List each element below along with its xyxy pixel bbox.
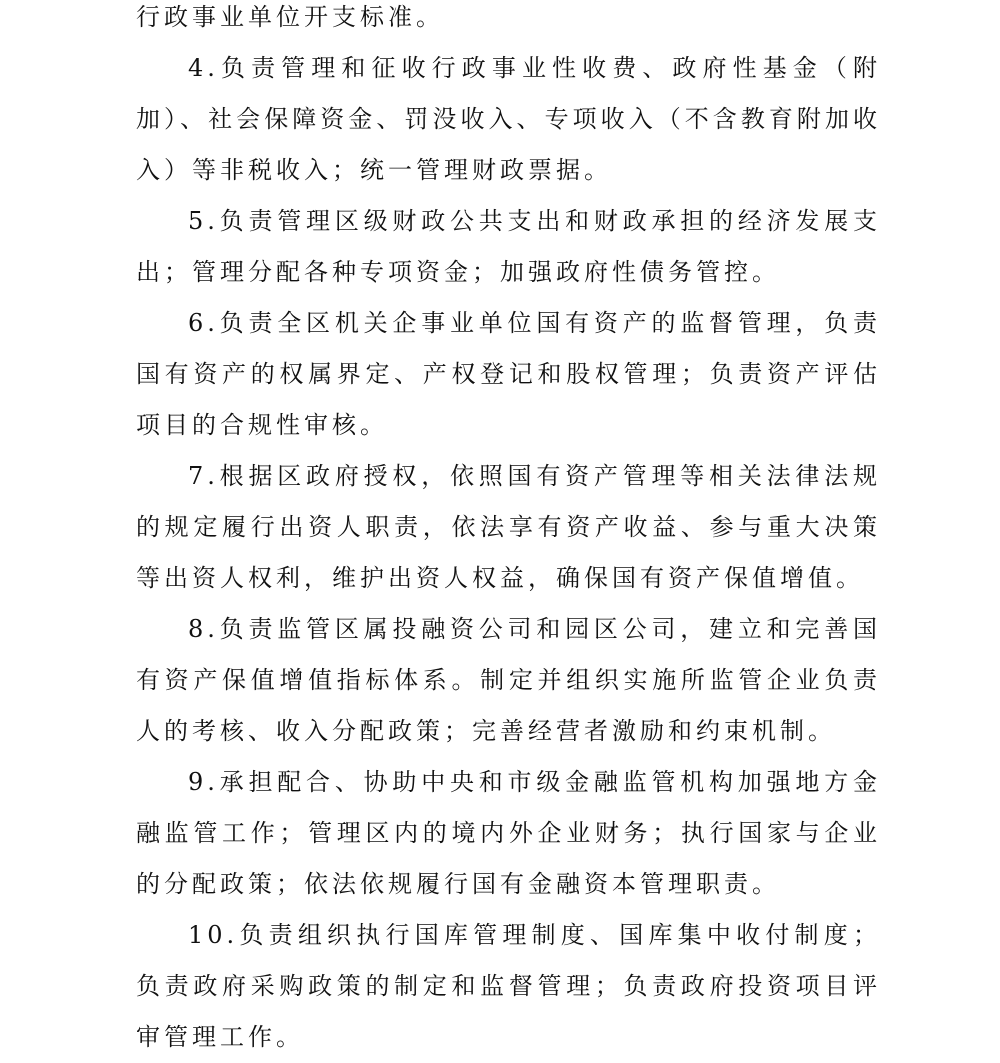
paragraph-item-8: 8.负责监管区属投融资公司和园区公司，建立和完善国有资产保值增值指标体系。制定并组织实施所监管企业负责人的考核、收入分配政策；完善经营者激励和约束机制。 xyxy=(136,615,881,745)
paragraph-item-4: 4.负责管理和征收行政事业性收费、政府性基金（附加）、社会保障资金、罚没收入、专项收入（不含教育附加收入）等非税收入；统一管理财政票据。 xyxy=(136,54,881,184)
document-page xyxy=(136,0,881,1063)
paragraph-item-6: 6.负责全区机关企事业单位国有资产的监督管理，负责国有资产的权属界定、产权登记和股权管理；负责资产评估项目的合规性审核。 xyxy=(136,309,881,439)
paragraph-item-5: 5.负责管理区级财政公共支出和财政承担的经济发展支出；管理分配各种专项资金；加强政府性债务管控。 xyxy=(136,207,881,286)
paragraph-item-9: 9.承担配合、协助中央和市级金融监管机构加强地方金融监管工作；管理区内的境内外企业财务；执行国家与企业的分配政策；依法依规履行国有金融资本管理职责。 xyxy=(136,768,881,898)
paragraph-item-10: 10.负责组织执行国库管理制度、国库集中收付制度；负责政府采购政策的制定和监督管理；负责政府投资项目评审管理工作。 xyxy=(136,921,881,1051)
paragraph-item-7: 7.根据区政府授权，依照国有资产管理等相关法律法规的规定履行出资人职责，依法享有资产收益、参与重大决策等出资人权利，维护出资人权益，确保国有资产保值增值。 xyxy=(136,462,881,592)
paragraph-continuation: 行政事业单位开支标准。 xyxy=(136,3,444,31)
